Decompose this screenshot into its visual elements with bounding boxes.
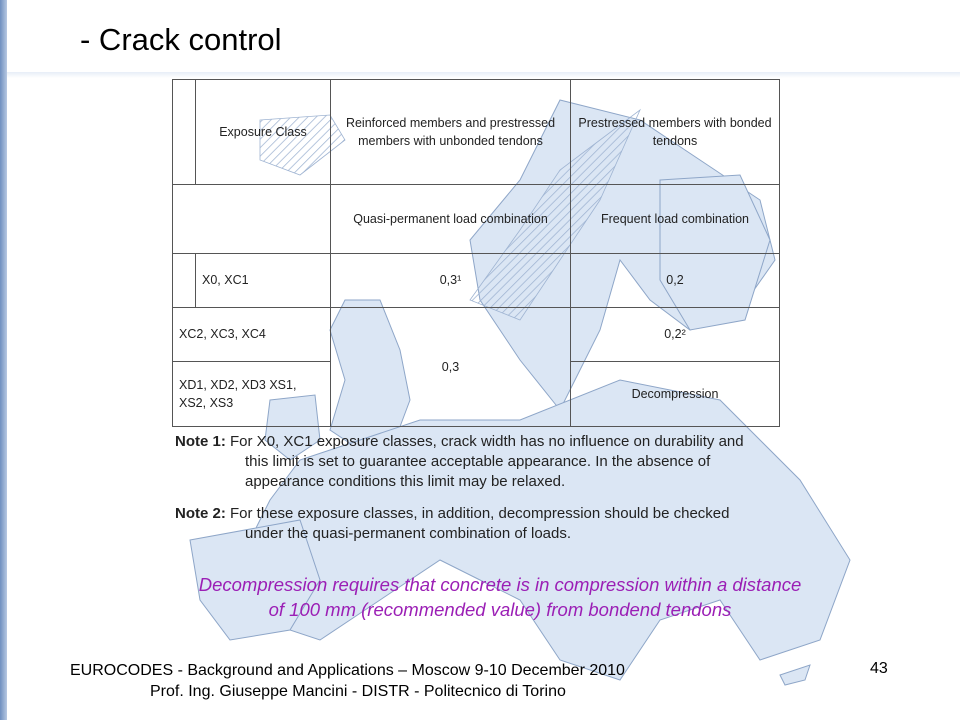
header-exposure-class: Exposure Class: [196, 80, 331, 185]
header-reinforced-members: Reinforced members and prestressed members with unbonded tendons: [331, 80, 571, 185]
note-text-line: under the quasi-permanent combination of loads.: [245, 525, 572, 542]
exposure-classes-cell: XC2, XC3, XC4: [173, 308, 331, 362]
note-label: Note 2:: [175, 505, 226, 522]
decompression-highlight: [120, 572, 880, 622]
note-text-line: appearance conditions this limit may be relaxed.: [245, 473, 566, 490]
prestressed-limit-cell: 0,2²: [571, 308, 780, 362]
crack-width-table: [172, 79, 780, 427]
table-subheader-row: [173, 185, 780, 254]
table-cell-blank: [173, 185, 331, 254]
note-label: Note 1:: [175, 433, 226, 450]
note-text-line: For X0, XC1 exposure classes, crack width has no influence on durability and: [230, 433, 744, 450]
reinforced-limit-cell: 0,3: [331, 308, 571, 427]
reinforced-limit-cell: 0,3¹: [331, 254, 571, 308]
highlight-line: Decompression requires that concrete is in compression within a distance: [198, 574, 802, 595]
notes-section: [175, 432, 795, 556]
header-prestressed-members: Prestressed members with bonded tendons: [571, 80, 780, 185]
highlight-line: of 100 mm (recommended value) from bondend tendons: [268, 599, 732, 620]
note-2: [175, 504, 795, 544]
map-shape-cyprus: [780, 665, 810, 685]
table-cell-blank: [173, 80, 196, 185]
note-text-line: this limit is set to guarantee acceptable appearance. In the absence of: [245, 453, 711, 470]
subheader-frequent: Frequent load combination: [571, 185, 780, 254]
prestressed-limit-cell: 0,2: [571, 254, 780, 308]
table-row: [173, 308, 780, 362]
page-number: 43: [870, 660, 888, 677]
table-row: [173, 254, 780, 308]
table-cell-blank: [173, 254, 196, 308]
exposure-classes-cell: XD1, XD2, XD3 XS1, XS2, XS3: [173, 362, 331, 427]
subheader-quasi-permanent: Quasi-permanent load combination: [331, 185, 571, 254]
table-header-row: [173, 80, 780, 185]
note-1: [175, 432, 795, 492]
footer-event-line: EUROCODES - Background and Applications – Moscow 9-10 December 2010: [70, 662, 625, 679]
exposure-classes-cell: X0, XC1: [196, 254, 331, 308]
footer: [70, 660, 750, 702]
footer-author-line: Prof. Ing. Giuseppe Mancini - DISTR - Politecnico di Torino: [150, 683, 566, 700]
note-text-line: For these exposure classes, in addition, decompression should be checked: [230, 505, 730, 522]
prestressed-limit-cell: Decompression: [571, 362, 780, 427]
slide-title: - Crack control: [80, 22, 282, 57]
